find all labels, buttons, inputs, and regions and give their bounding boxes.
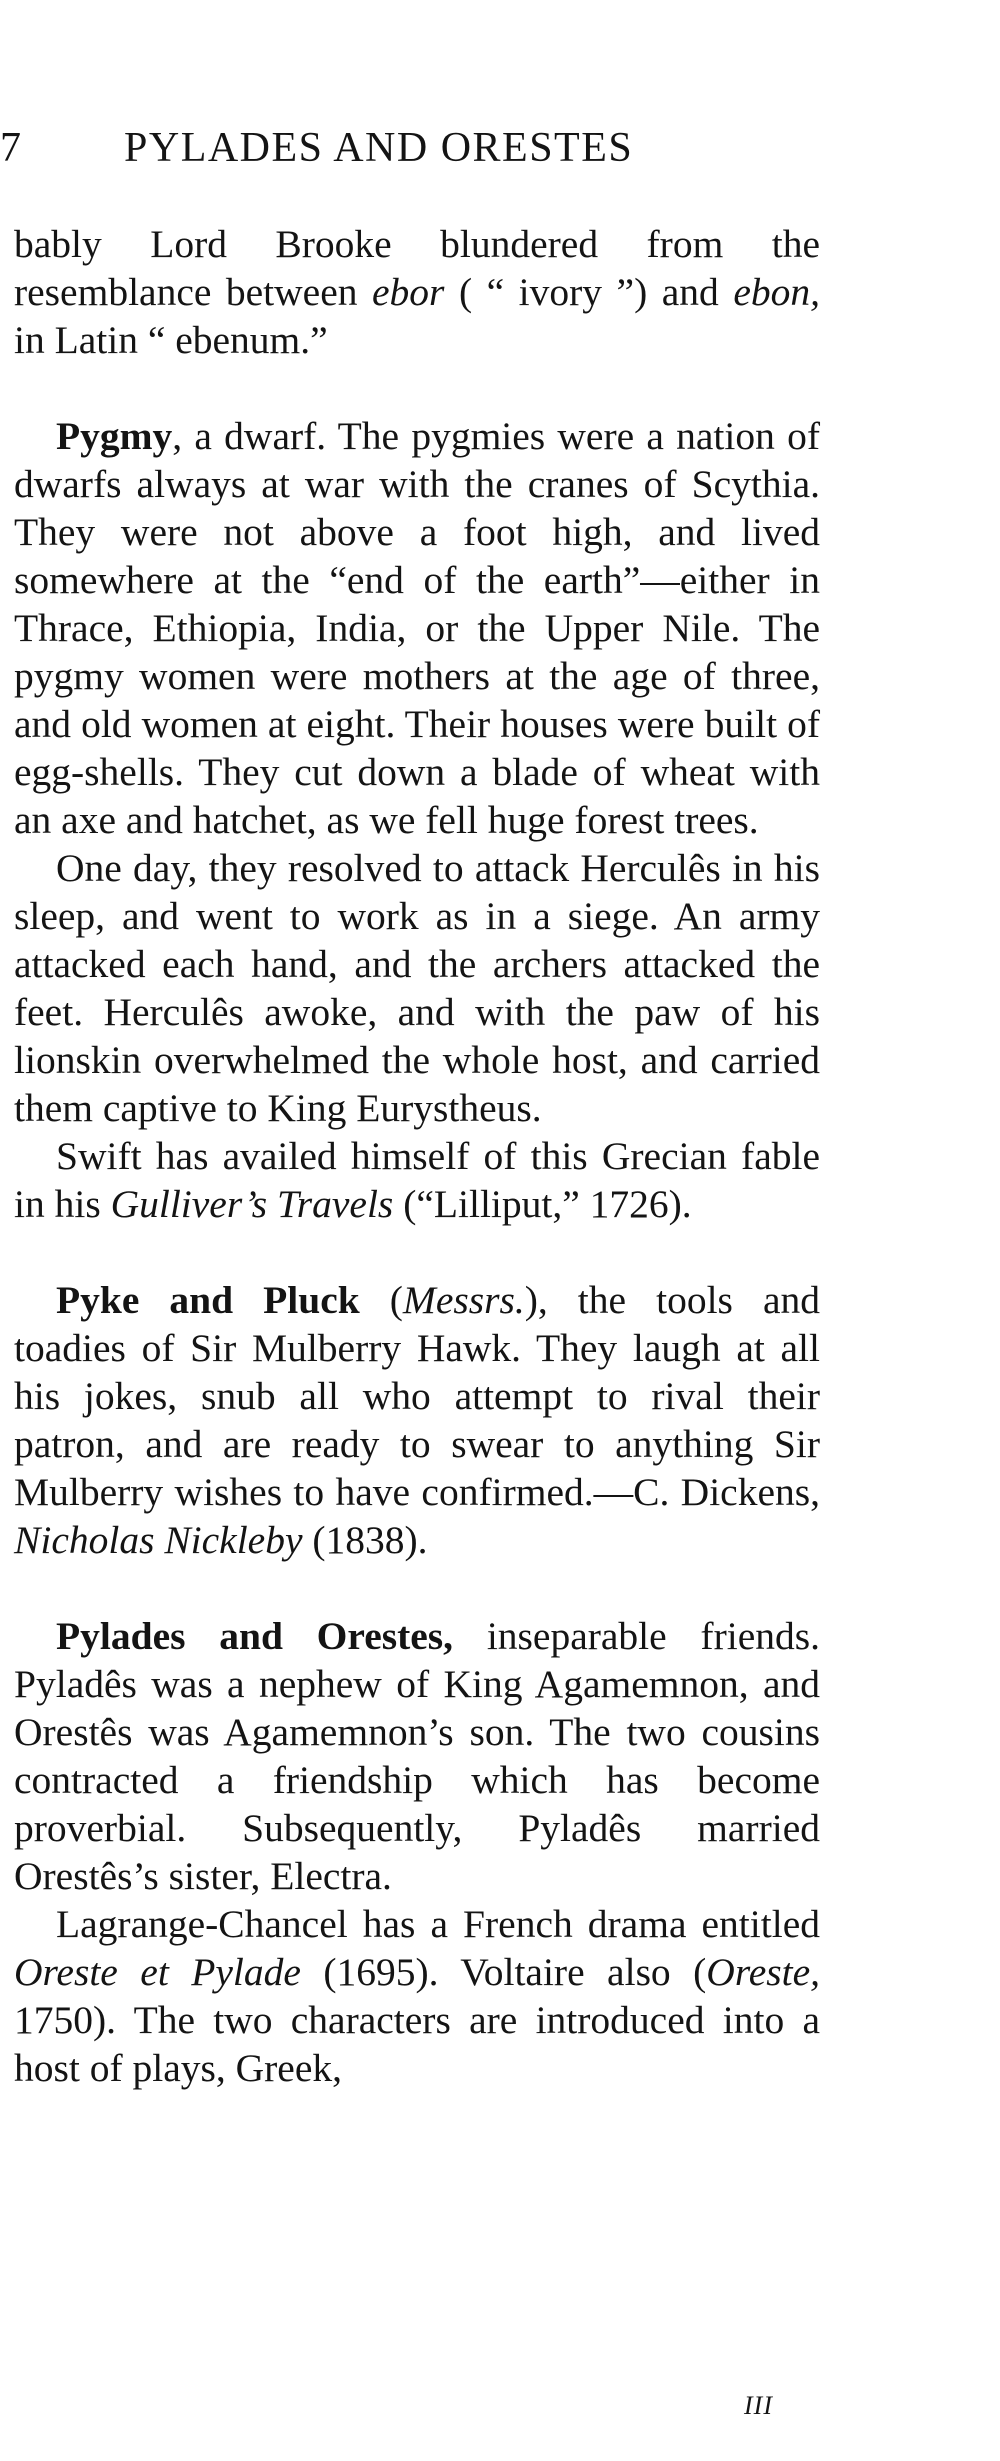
headword: Pylades and Orestes, (56, 1614, 454, 1658)
text-run: (1838). (302, 1518, 428, 1562)
text-run: bably Lord Brooke blundered from the resemblance between (14, 222, 820, 314)
entry-pylades-and-orestes (14, 1612, 820, 1900)
text-run: , a dwarf. The pygmies were a nation of dwarfs always at war with the cranes of Scythia. They were not above a foot high, and lived somewhere at the “end of the earth”—either in Thrace, Ethiopia, India, or the Upper Nile. The pygmy women were mothers at the age of three, and old women at eight. Their houses were built of egg-shells. They cut down a blade of wheat with an axe and hatchet, as we fell huge forest trees. (14, 414, 820, 842)
text-run: ( “ ivory ”) and (444, 270, 734, 314)
entry-pygmy-paragraph: One day, they resolved to attack Herculês in his sleep, and went to work as in a siege. An army attacked each hand, and the archers attacked the feet. Herculês awoke, and with the paw of his lionskin overwhelmed the whole host, and carried them captive to King Eurystheus. (14, 846, 820, 1130)
running-head-title: PYLADES AND ORESTES (124, 125, 634, 171)
text-run: ), the tools and toadies of Sir Mulberry Hawk. They laugh at all his jokes, snub all who attempt to rival their patron, and are ready to swear to anything Sir Mulberry wishes to have confirmed.—C. Dickens, (14, 1278, 820, 1514)
work-title: Oreste et Pylade (14, 1950, 301, 1994)
work-title: Nicholas Nickleby (14, 1518, 303, 1562)
text-run: (“Lilliput,” 1726). (393, 1182, 692, 1226)
text-run: ( (359, 1278, 403, 1322)
entry-pyke-and-pluck (14, 1276, 820, 1564)
entry-pygmy-paragraph (14, 1132, 820, 1228)
italic-word: ebon, (733, 270, 820, 314)
italic-word: ebor (372, 270, 445, 314)
signature-mark: III (744, 2391, 773, 2420)
entry-pylades-paragraph (14, 1900, 820, 2092)
page-number: 7 (0, 125, 22, 171)
italic-word: Messrs. (402, 1278, 525, 1322)
text-run: Lagrange-Chancel has a French drama entitled (56, 1902, 820, 1946)
headword: Pygmy (56, 414, 173, 458)
work-title: Gulliver’s Travels (110, 1182, 394, 1226)
body-text (14, 220, 820, 2092)
entry-pygmy (14, 412, 820, 844)
text-run: (1695). Voltaire also ( (300, 1950, 707, 1994)
work-title: Oreste, (706, 1950, 821, 1994)
text-run: 1750). The two characters are introduced into a host of plays, Greek, (14, 1998, 820, 2090)
text-run: inseparable friends. Pyladês was a nephew of King Agamemnon, and Orestês was Agamemnon’s son. The two cousins contracted a friendship which has become proverbial. Subsequently, Pyladês married Orestês’s sister, Electra. (14, 1614, 820, 1898)
text-run: in Latin “ ebenum.” (14, 318, 328, 362)
headword: Pyke and Pluck (56, 1278, 360, 1322)
continuation-paragraph (14, 220, 820, 364)
text-run: Swift has availed himself of this Grecian fable in his (14, 1134, 820, 1226)
